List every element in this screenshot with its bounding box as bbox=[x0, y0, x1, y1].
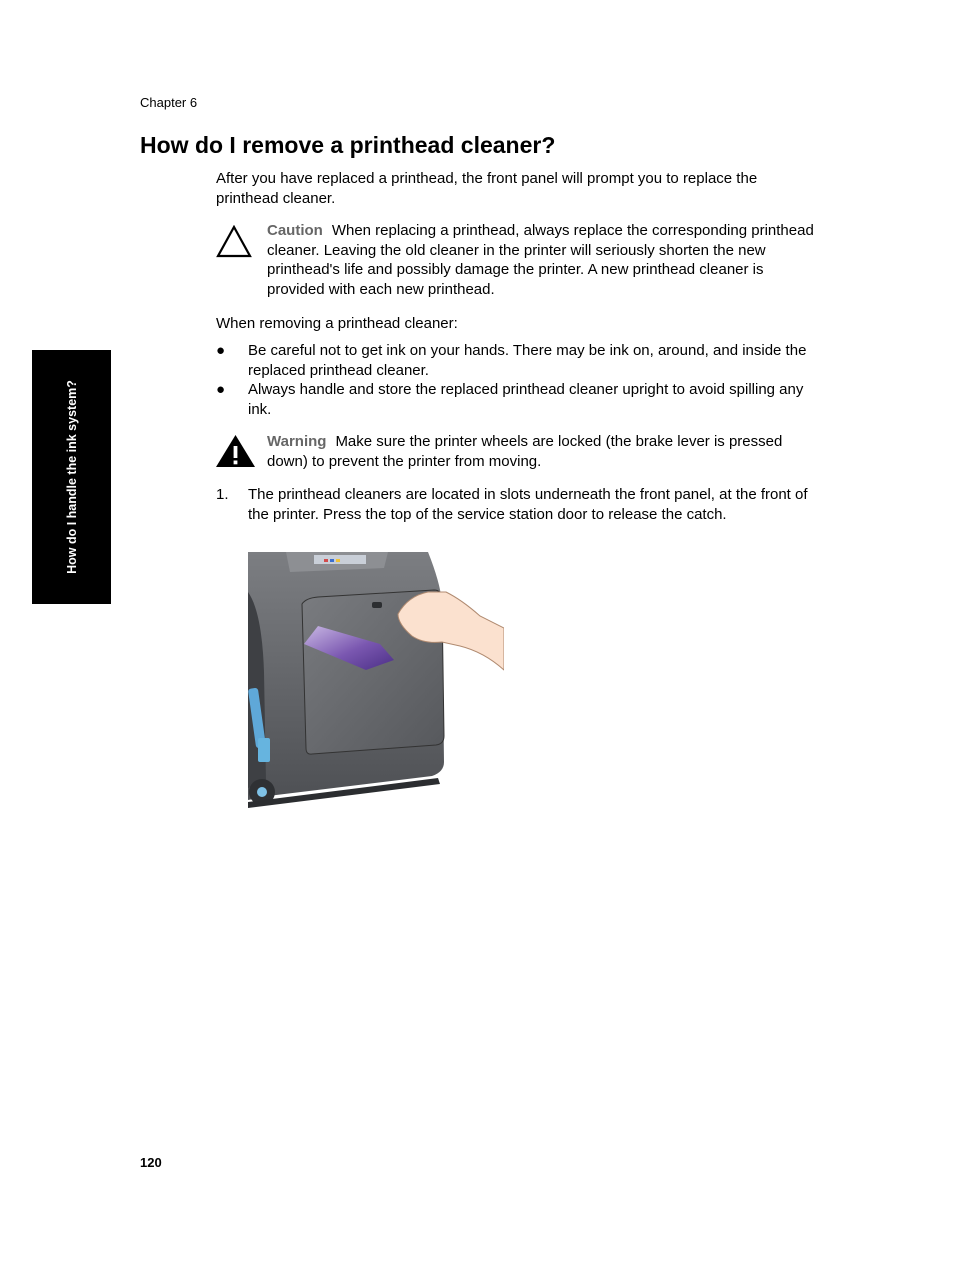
caution-triangle-icon bbox=[216, 225, 252, 258]
section-side-tab bbox=[32, 350, 111, 604]
printer-illustration bbox=[248, 552, 504, 808]
warning-text: Make sure the printer wheels are locked (the brake lever is pressed down) to prevent the printer from moving. bbox=[267, 433, 783, 470]
removing-intro: When removing a printhead cleaner: bbox=[216, 315, 458, 332]
list-item bbox=[216, 380, 821, 419]
list-item bbox=[216, 341, 821, 380]
caution-label: Caution bbox=[267, 222, 323, 239]
bullet-list bbox=[216, 341, 821, 419]
warning-note bbox=[267, 432, 827, 471]
intro-paragraph: After you have replaced a printhead, the front panel will prompt you to replace the printhead cleaner. bbox=[216, 170, 758, 207]
page-title: How do I remove a printhead cleaner? bbox=[140, 132, 556, 158]
warning-exclamation-icon bbox=[215, 434, 256, 468]
page-number: 120 bbox=[140, 1155, 162, 1170]
chapter-header: Chapter 6 bbox=[140, 95, 198, 110]
caution-note bbox=[267, 221, 822, 299]
step-text: The printhead cleaners are located in slots underneath the front panel, at the front of the printer. Press the top of the service station door to release the catch. bbox=[248, 486, 808, 523]
bullet-dot: ● bbox=[216, 381, 226, 399]
caution-text: When replacing a printhead, always replace the corresponding printhead cleaner. Leaving the old cleaner in the printer will seriously shorten the new printhead's life and possibly damage the printer. A new printhead cleaner is provided with each new printhead. bbox=[267, 222, 814, 298]
bullet-dot: ● bbox=[216, 342, 226, 359]
bullet-text: Always handle and store the replaced printhead cleaner upright to avoid spilling any ink. bbox=[248, 381, 804, 418]
step-list bbox=[216, 485, 821, 524]
step-number: 1. bbox=[216, 486, 229, 503]
step-item bbox=[216, 485, 821, 524]
bullet-text: Be careful not to get ink on your hands. There may be ink on, around, and inside the replaced printhead cleaner. bbox=[248, 342, 807, 379]
warning-label: Warning bbox=[267, 433, 327, 450]
side-tab-label: How do I handle the ink system? bbox=[64, 380, 79, 574]
